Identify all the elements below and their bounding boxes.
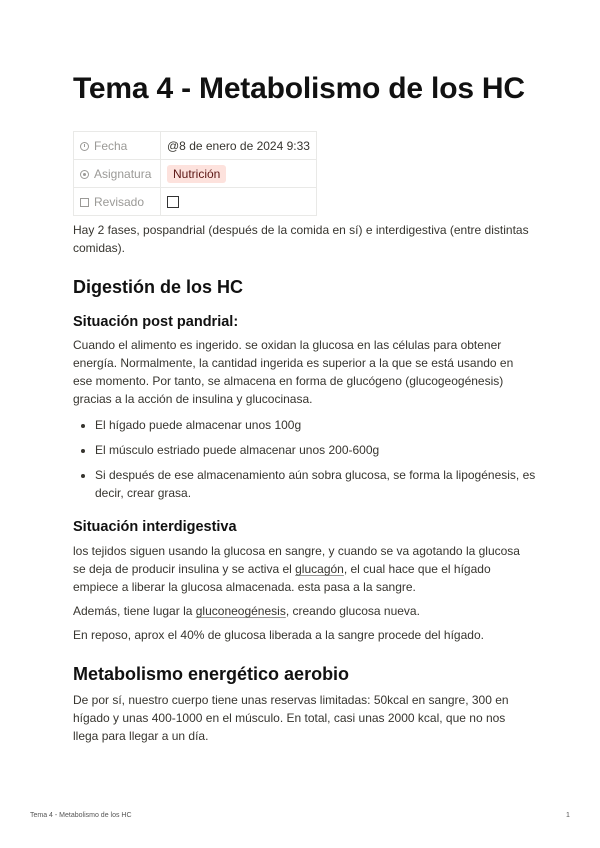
list-item: • Si después de ese almacenamiento aún sobra glucosa, se forma la lipogénesis, es decir, crear grasa.: [95, 466, 555, 502]
property-key: Asignatura: [94, 166, 152, 181]
clock-icon: [80, 142, 89, 151]
property-row-asignatura: [74, 160, 317, 188]
property-key: Fecha: [94, 138, 128, 153]
postpandrial-list: [73, 416, 555, 509]
list-item: • El hígado puede almacenar unos 100g: [95, 416, 555, 434]
postpandrial-paragraph: Cuando el alimento es ingerido. se oxidan la glucosa en las células para obtener energía. Normalmente, la cantidad ingerida es superior a la que se está usando en ese momento. Por tanto, se almacena en forma de glucógeno (glucogeogénesis) gracias a la acción de insulina y glucocinasa.: [73, 338, 514, 406]
subject-tag[interactable]: Nutrición: [167, 165, 226, 183]
checkbox-icon: [80, 198, 89, 207]
properties-table: [73, 131, 317, 216]
footer-page-number: 1: [566, 812, 570, 819]
reviewed-checkbox[interactable]: [167, 196, 179, 208]
intro-paragraph: Hay 2 fases, pospandrial (después de la comida en sí) e interdigestiva (entre distintas comidas).: [73, 223, 529, 255]
property-row-fecha: [74, 132, 317, 160]
glucagon-link[interactable]: glucagón: [295, 562, 344, 576]
select-icon: [80, 170, 89, 179]
rest-paragraph: En reposo, aprox el 40% de glucosa liberada a la sangre procede del hígado.: [73, 628, 484, 642]
section-heading-digestion: Digestión de los HC: [73, 277, 244, 297]
subheading-postpandrial: Situación post pandrial:: [73, 314, 239, 330]
property-value-date[interactable]: @8 de enero de 2024 9:33: [161, 132, 317, 160]
interdigestiva-paragraph: los tejidos siguen usando la glucosa en sangre, y cuando se va agotando la glucosa se deja de producir insulina y se activa el glucagón, el cual hace que el hígado empiece a liberar la glucosa almacenada. esta pasa a la sangre.: [73, 544, 520, 594]
metabolism-paragraph: De por sí, nuestro cuerpo tiene unas reservas limitadas: 50kcal en sangre, 300 en hígado y unas 400-1000 en el músculo. En total, casi unas 2000 kcal, que no nos llega para llegar a un día.: [73, 693, 509, 743]
footer-title: Tema 4 - Metabolismo de los HC: [30, 812, 132, 819]
page-title: Tema 4 - Metabolismo de los HC: [73, 72, 525, 105]
list-item: • El músculo estriado puede almacenar unos 200-600g: [95, 441, 555, 459]
section-heading-metabolism: Metabolismo energético aerobio: [73, 664, 350, 684]
subheading-interdigestiva: Situación interdigestiva: [73, 519, 237, 535]
gluconeogenesis-paragraph: Además, tiene lugar la gluconeogénesis, creando glucosa nueva.: [73, 604, 420, 618]
property-key: Revisado: [94, 194, 145, 209]
property-row-revisado: [74, 188, 317, 216]
gluconeogenesis-link[interactable]: gluconeogénesis: [195, 604, 286, 618]
